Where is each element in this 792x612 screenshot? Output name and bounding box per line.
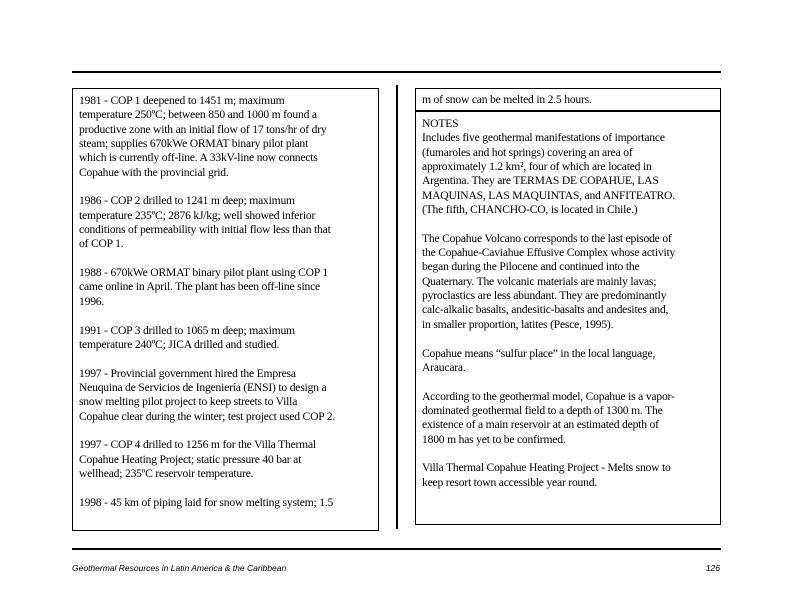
footer-title: Geothermal Resources in Latin America & the Caribbean (72, 563, 287, 573)
continuation-text: m of snow can be melted in 2.5 hours. (422, 93, 592, 106)
footer-rule (72, 548, 721, 550)
paragraph: 1997 - COP 4 drilled to 1256 m for the Villa Thermal Copahue Heating Project; static pressure 40 bar at wellhead; 235ºC reservoir temperature. (79, 438, 316, 480)
right-notes-box (415, 110, 721, 525)
paragraph: According to the geothermal model, Copahue is a vapor- dominated geothermal field to a depth of 1300 m. The existence of a main reservoir at an estimated depth of 1800 m has yet to be confirmed. (422, 389, 675, 446)
left-column-box (72, 88, 379, 531)
paragraph: Villa Thermal Copahue Heating Project - Melts snow to keep resort town accessible year round. (422, 461, 671, 489)
paragraph: 1998 - 45 km of piping laid for snow melting system; 1.5 (79, 495, 334, 509)
paragraph: The Copahue Volcano corresponds to the last episode of the Copahue-Caviahue Effusive Complex whose activity began during the Pilocene and continued into the Quaternary. The volcanic materials are mainly lavas; pyroclastics are less abundant. They are predominantly calc-alkalic basalts, andesitic-basalts and andesites and, in smaller proportion, latites (Pesce, 1995). (422, 231, 676, 331)
column-divider (396, 85, 398, 529)
paragraph: 1988 - 670kWe ORMAT binary pilot plant using COP 1 came online in April. The plant has been off-line since 1996. (79, 266, 328, 308)
paragraph: Copahue means “sulfur place” in the local language, Araucara. (422, 346, 656, 374)
paragraph: 1997 - Provincial government hired the Empresa Neuquina de Servicios de Ingeniería (ENSI) to design a snow melting pilot project to keep streets to Villa Copahue clear during the winter; test project used COP 2. (79, 366, 336, 423)
paragraph: 1991 - COP 3 drilled to 1065 m deep; maximum temperature 240ºC; JICA drilled and studied. (79, 323, 295, 351)
page-number: 126 (705, 563, 720, 573)
paragraph: 1986 - COP 2 drilled to 1241 m deep; maximum temperature 235ºC; 2876 kJ/kg; well showed inferior conditions of permeability with initial flow less than that of COP 1. (79, 194, 331, 251)
paragraph: 1981 - COP 1 deepened to 1451 m; maximum temperature 250ºC; between 850 and 1000 m found a productive zone with an initial flow of 17 tons/hr of dry steam; supplies 670kWe ORMAT binary pilot plant which is currently off-line. A 33kV-line now connects Copahue with the provincial grid. (79, 94, 327, 179)
paragraph: NOTES Includes five geothermal manifestations of importance (fumaroles and hot springs) covering an area of approximately 1.2 km², four of which are located in Argentina. They are TERMAS DE COPAHUE, LAS MAQUINAS, LAS MAQUINTAS, and ANFITEATRO. (The fifth, CHANCHO-CO, is located in Chile.) (422, 117, 675, 217)
right-continuation-box (415, 88, 721, 112)
header-rule (72, 71, 721, 73)
